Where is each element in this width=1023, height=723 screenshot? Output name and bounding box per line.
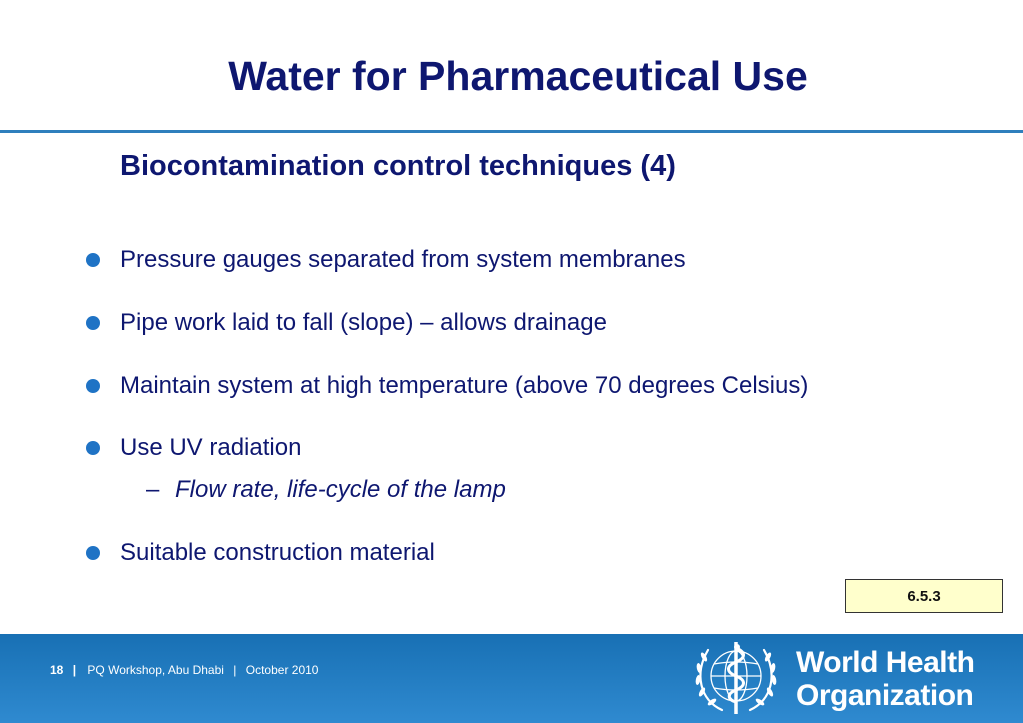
slide-title: Water for Pharmaceutical Use (228, 53, 808, 99)
footer-separator: | (72, 663, 77, 677)
sub-bullet-item (146, 474, 506, 506)
bullet-text: Maintain system at high temperature (above 70 degrees Celsius) (120, 372, 809, 399)
who-wordmark (796, 646, 974, 712)
bullet-item (86, 306, 607, 340)
bullet-text: Pipe work laid to fall (slope) – allows drainage (120, 309, 607, 336)
bullet-text: Pressure gauges separated from system membranes (120, 246, 686, 273)
bullet-dot-icon (86, 441, 100, 455)
footer-separator: | (233, 663, 237, 677)
bullet-item (86, 431, 301, 465)
reference-code-box: 6.5.3 (845, 579, 1003, 613)
bullet-dot-icon (86, 316, 100, 330)
bullet-dot-icon (86, 379, 100, 393)
footer-date: October 2010 (245, 663, 319, 677)
bullet-item (86, 369, 808, 403)
bullet-text: Suitable construction material (120, 539, 435, 566)
sub-bullet-text: Flow rate, life-cycle of the lamp (175, 476, 506, 503)
who-name-line1: World Health (796, 646, 975, 679)
bullet-item (86, 243, 686, 277)
bullet-text: Use UV radiation (120, 434, 302, 461)
sub-bullet-dash: – (146, 476, 160, 503)
footer-event: PQ Workshop, Abu Dhabi (87, 663, 224, 677)
title-divider (0, 130, 1023, 133)
bullet-dot-icon (86, 253, 100, 267)
page-number: 18 (50, 663, 64, 677)
bullet-item (86, 536, 435, 570)
who-emblem-icon (692, 634, 780, 722)
bullet-dot-icon (86, 546, 100, 560)
footer-info (50, 662, 318, 678)
who-name-line2: Organization (796, 679, 974, 712)
slide-subtitle: Biocontamination control techniques (4) (120, 150, 676, 182)
